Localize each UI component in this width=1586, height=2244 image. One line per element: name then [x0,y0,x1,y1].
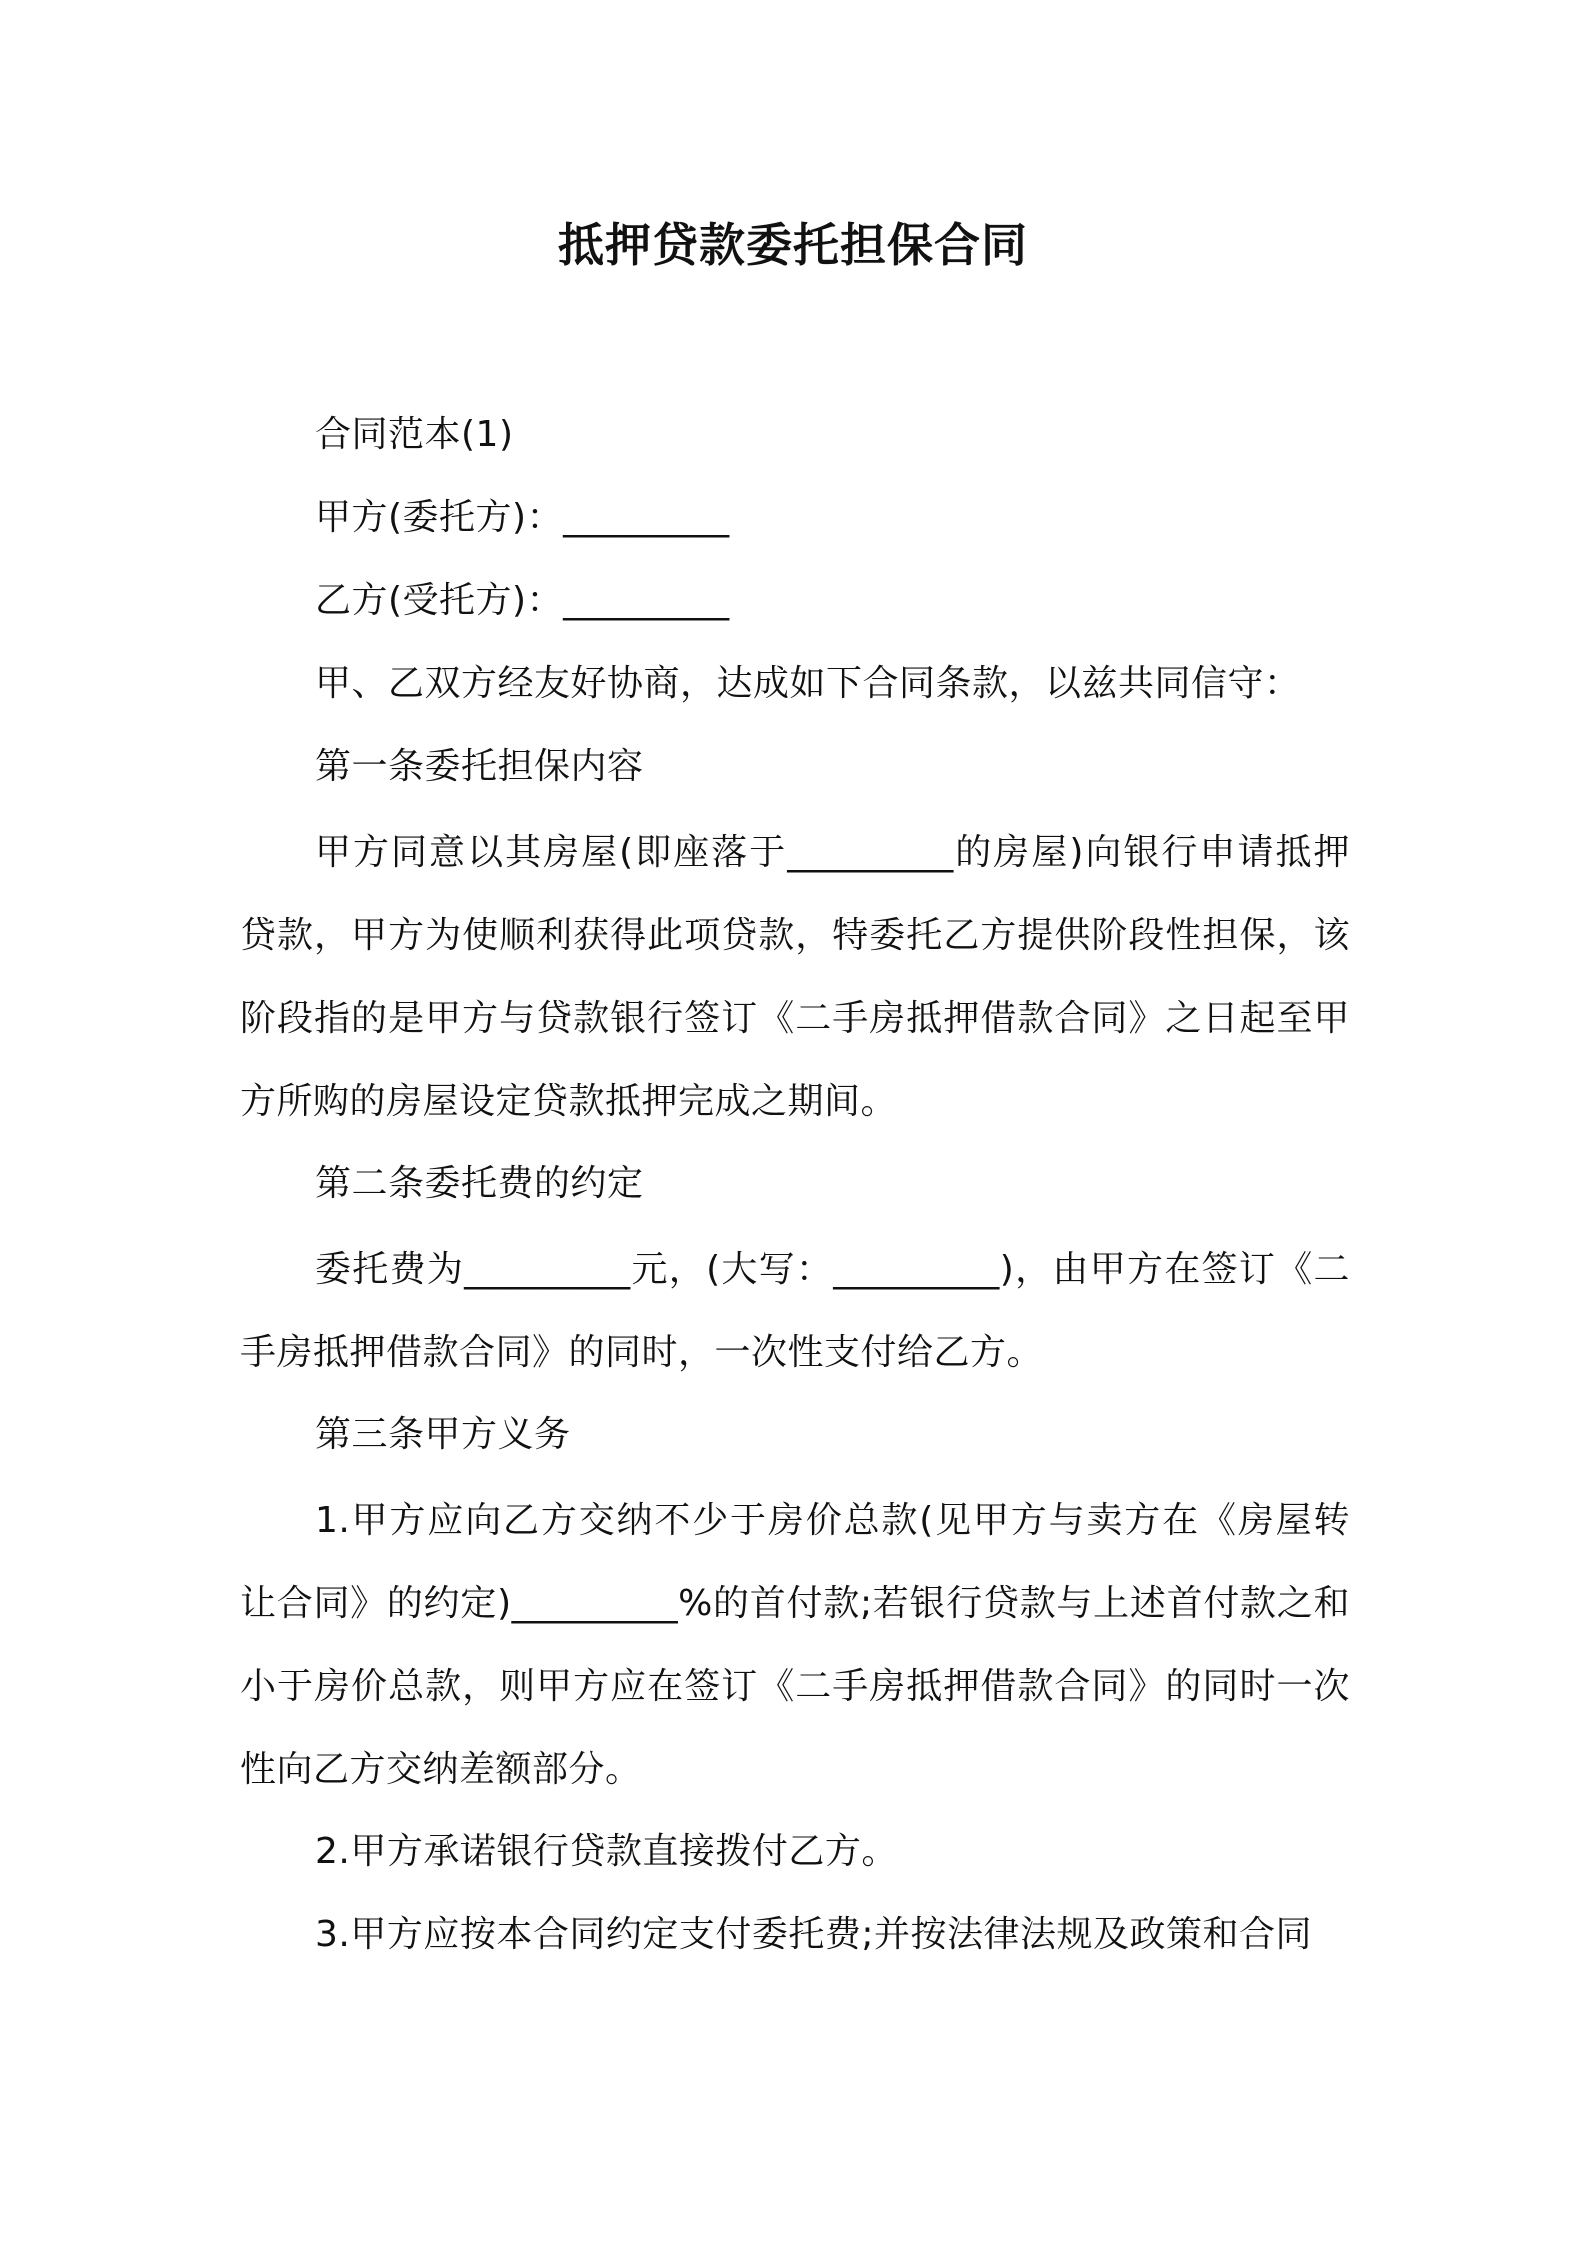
party-a-line: 甲方(委托方)：_________ [315,497,730,538]
article-1-heading: 第一条委托担保内容 [315,746,644,787]
preamble-text: 甲、乙双方经友好协商，达成如下合同条款，以兹共同信守： [315,663,1301,704]
article-2-heading: 第二条委托费的约定 [315,1163,644,1204]
contract-sample-label: 合同范本(1) [315,414,514,455]
article-2-body: 委托费为_________元，(大写：_________)，由甲方在签订《二手房抵押借款合同》的同时，一次性支付给乙方。 [240,1249,1350,1373]
article-1-body: 甲方同意以其房屋(即座落于_________的房屋)向银行申请抵押贷款，甲方为使顺利获得此项贷款，特委托乙方提供阶段性担保，该阶段指的是甲方与贷款银行签订《二手房抵押借款合同》之日起至甲方所购的房屋设定贷款抵押完成之期间。 [240,832,1350,1122]
article-3-heading: 第三条甲方义务 [315,1414,571,1455]
article-3-item-1: 1.甲方应向乙方交纳不少于房价总款(见甲方与卖方在《房屋转让合同》的约定)_________%的首付款;若银行贷款与上述首付款之和小于房价总款，则甲方应在签订《二手房抵押借款合同》的同时一次性向乙方交纳差额部分。 [240,1500,1350,1790]
article-3-item-2: 2.甲方承诺银行贷款直接拨付乙方。 [315,1831,898,1872]
article-3-item-3: 3.甲方应按本合同约定支付委托费;并按法律法规及政策和合同 [315,1914,1312,1955]
party-b-line: 乙方(受托方)：_________ [315,580,730,621]
document-title: 抵押贷款委托担保合同 [558,218,1028,272]
